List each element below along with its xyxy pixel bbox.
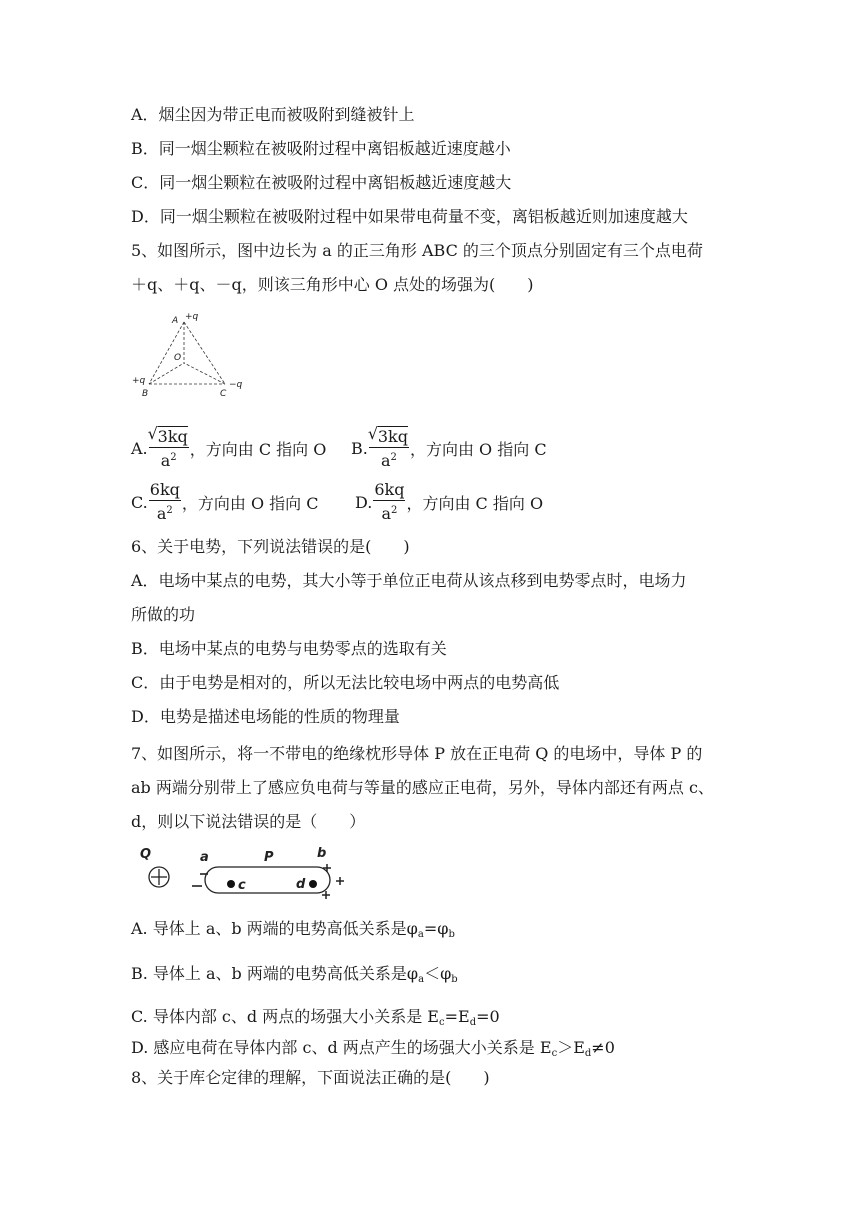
- point-d-label: d: [296, 877, 306, 892]
- point-d-dot: [309, 880, 317, 888]
- side-ac: [184, 322, 225, 384]
- q5-stem-line-2: ＋q、＋q、－q，则该三角形中心 O 点处的场强为( ): [131, 275, 534, 294]
- q5-option-a: A. √ $\frac{3kq}{a^2}$ ，方向由 C 指向 O: [131, 426, 326, 471]
- q5-option-d-fraction: $\frac{6kq}{a^2}$: [374, 480, 405, 523]
- end-a-label: a: [200, 850, 209, 865]
- end-b-label: b: [317, 846, 327, 861]
- q5-option-c: C. $\frac{6kq}{a^2}$ ，方向由 O 指向 C: [131, 480, 319, 523]
- q6-option-b: B．电场中某点的电势与电势零点的选取有关: [131, 639, 447, 658]
- q7-option-a: A. 导体上 a、b 两端的电势高低关系是$\varphi_a=\varphi_b$: [131, 919, 455, 940]
- q7-stem-line-3: d，则以下说法错误的是（ ）: [131, 812, 366, 831]
- center-o-label: O: [174, 353, 182, 363]
- q6-stem: 6、关于电势，下列说法错误的是( ): [131, 537, 410, 556]
- point-c-dot: [227, 880, 235, 888]
- q4-option-c: C．同一烟尘颗粒在被吸附过程中离铝板越近速度越大: [131, 173, 512, 192]
- median-bo: [149, 363, 184, 384]
- vertex-b-charge: +q: [132, 376, 146, 386]
- q4-option-a: A．烟尘因为带正电而被吸附到缝被针上: [131, 105, 415, 124]
- vertex-a-label: A: [172, 316, 179, 326]
- q5-triangle-figure: [130, 308, 250, 402]
- q5-option-b: B. √ $\frac{3kq}{a^2}$ ，方向由 O 指向 C: [351, 426, 547, 471]
- q5-option-d: D. $\frac{6kq}{a^2}$ ，方向由 C 指向 O: [355, 480, 544, 523]
- q6-option-d: D．电势是描述电场能的性质的物理量: [131, 707, 400, 726]
- q5-option-b-fraction: √ $\frac{3kq}{a^2}$: [369, 426, 409, 471]
- vertex-c-charge: −q: [229, 380, 243, 390]
- q7-option-d: D. 感应电荷在导体内部 c、d 两点产生的场强大小关系是 $E_c>E_d\ne 0$: [131, 1038, 615, 1059]
- vertex-b-label: B: [142, 389, 149, 399]
- q4-option-b: B．同一烟尘颗粒在被吸附过程中离铝板越近速度越小: [131, 139, 511, 158]
- q6-option-c: C．由于电势是相对的，所以无法比较电场中两点的电势高低: [131, 673, 560, 692]
- q7-conductor-figure: [138, 844, 358, 902]
- conductor-p-label: P: [264, 850, 274, 865]
- point-c-label: c: [238, 878, 246, 893]
- q6-option-a-line-2: 所做的功: [131, 605, 196, 624]
- q4-option-d: D．同一烟尘颗粒在被吸附过程中如果带电荷量不变，离铝板越近则加速度越大: [131, 207, 688, 226]
- q5-stem-line-1: 5、如图所示，图中边长为 a 的正三角形 ABC 的三个顶点分别固定有三个点电荷: [131, 241, 703, 260]
- q5-option-a-fraction: √ $\frac{3kq}{a^2}$: [149, 426, 189, 471]
- vertex-c-label: C: [220, 389, 227, 399]
- q8-stem: 8、关于库仑定律的理解，下面说法正确的是( ): [131, 1068, 490, 1087]
- median-co: [184, 363, 225, 384]
- q7-stem-line-1: 7、如图所示，将一不带电的绝缘枕形导体 P 放在正电荷 Q 的电场中，导体 P 的: [131, 744, 703, 763]
- q7-option-b: B. 导体上 a、b 两端的电势高低关系是$\varphi_a<\varphi_b$: [131, 964, 458, 985]
- q7-option-c: C. 导体内部 c、d 两点的场强大小关系是 $E_c=E_d=0$: [131, 1007, 500, 1028]
- positive-charge-q-icon: [149, 867, 169, 887]
- charge-q-label: Q: [140, 847, 152, 862]
- vertex-a-charge: +q: [185, 312, 199, 322]
- q7-stem-line-2: ab 两端分别带上了感应负电荷与等量的感应正电荷，另外，导体内部还有两点 c、: [131, 778, 714, 797]
- conductor-body: [205, 867, 330, 893]
- q6-option-a-line-1: A．电场中某点的电势，其大小等于单位正电荷从该点移到电势零点时，电场力: [131, 571, 687, 590]
- q5-option-c-fraction: $\frac{6kq}{a^2}$: [149, 480, 180, 523]
